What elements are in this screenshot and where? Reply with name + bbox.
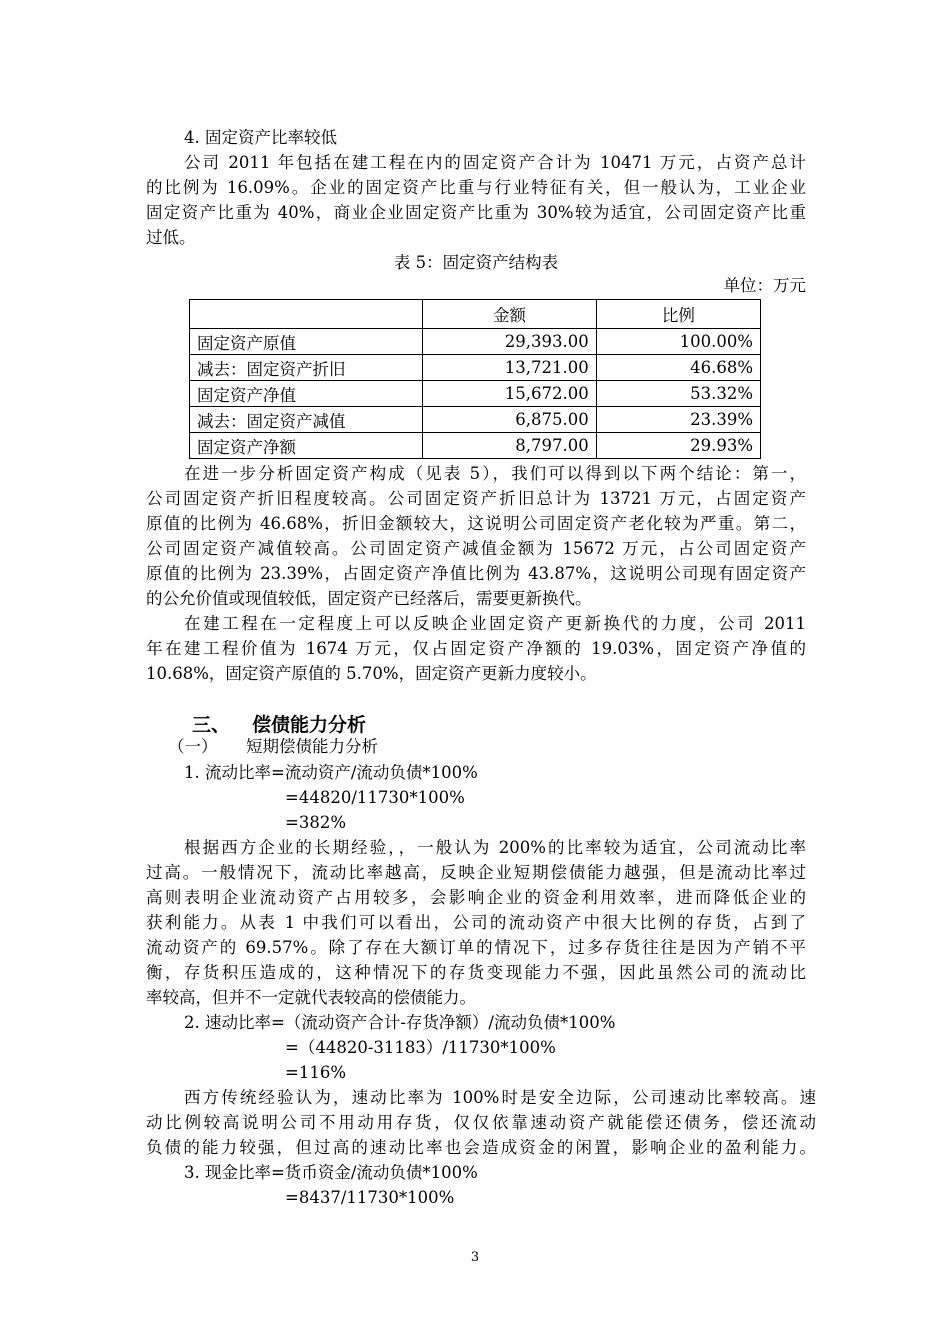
- table-cell-ratio: 29.93%: [596, 433, 760, 459]
- table-cell-ratio: 46.68%: [596, 355, 760, 381]
- section-heading: 4. 固定资产比率较低: [184, 128, 337, 147]
- table-header-cell: 金额: [423, 300, 596, 329]
- table-header-cell: 比例: [596, 300, 760, 329]
- formula-calc: =8437/11730*100%: [285, 1188, 455, 1207]
- paragraph-line: 公司固定资产减值较高。公司固定资产减值金额为 15672 万元，占公司固定资产: [146, 539, 806, 558]
- paragraph-line: 过高。一般情况下，流动比率越高，反映企业短期偿债能力越强，但是流动比率过: [146, 863, 806, 882]
- page-number: 3: [470, 1250, 480, 1265]
- table-row: [190, 381, 761, 407]
- paragraph-line: 公司固定资产折旧程度较高。公司固定资产折旧总计为 13721 万元，占固定资产: [146, 489, 806, 508]
- paragraph-line: 的比例为 16.09%。企业的固定资产比重与行业特征有关，但一般认为，工业企业: [146, 178, 806, 197]
- table-caption: 表 5：固定资产结构表: [393, 253, 559, 272]
- paragraph-line: 在建工程在一定程度上可以反映企业固定资产更新换代的力度，公司 2011: [184, 614, 806, 633]
- paragraph-line: 公司 2011 年包括在建工程在内的固定资产合计为 10471 万元，占资产总计: [184, 153, 806, 172]
- table-cell-ratio: 53.32%: [596, 381, 760, 407]
- table-cell-label: 固定资产原值: [190, 329, 423, 355]
- paragraph-line: 过低。: [146, 228, 196, 247]
- table-cell-ratio: 23.39%: [596, 407, 760, 433]
- formula-line: 2. 速动比率=（流动资产合计-存货净额）/流动负债*100%: [184, 1013, 616, 1032]
- table-row: [190, 355, 761, 381]
- formula-calc: =（44820-31183）/11730*100%: [285, 1038, 556, 1057]
- table-row: [190, 433, 761, 459]
- table-cell-amount: 29,393.00: [423, 329, 596, 355]
- table-row: [190, 329, 761, 355]
- paragraph-line: 原值的比例为 46.68%，折旧金额较大，这说明公司固定资产老化较为严重。第二，: [146, 514, 806, 533]
- table-header-cell: [190, 300, 423, 329]
- paragraph-line: 率较高，但并不一定就代表较高的偿债能力。: [146, 988, 476, 1007]
- formula-line: 1. 流动比率=流动资产/流动负债*100%: [184, 763, 478, 782]
- paragraph-line: 衡，存货积压造成的，这种情况下的存货变现能力不强，因此虽然公司的流动比: [146, 963, 806, 982]
- paragraph-line: 在进一步分析固定资产构成（见表 5），我们可以得到以下两个结论：第一，: [184, 464, 806, 483]
- table-cell-amount: 6,875.00: [423, 407, 596, 433]
- paragraph-line: 根据西方企业的长期经验，，一般认为 200%的比率较为适宜，公司流动比率: [184, 838, 806, 857]
- table-cell-amount: 13,721.00: [423, 355, 596, 381]
- paragraph-line: 10.68%，固定资产原值的 5.70%，固定资产更新力度较小。: [146, 664, 597, 683]
- section-number: 三、: [192, 714, 231, 736]
- paragraph-line: 负债的能力较强，但过高的速动比率也会造成资金的闲置，影响企业的盈利能力。: [146, 1138, 816, 1157]
- paragraph-line: 的公允价值或现值较低，固定资产已经落后，需要更新换代。: [146, 589, 592, 608]
- formula-result: =116%: [285, 1063, 346, 1082]
- table-cell-amount: 8,797.00: [423, 433, 596, 459]
- paragraph-line: 获利能力。从表 1 中我们可以看出，公司的流动资产中很大比例的存货，占到了: [146, 913, 806, 932]
- table-cell-ratio: 100.00%: [596, 329, 760, 355]
- formula-calc: =44820/11730*100%: [285, 788, 465, 807]
- paragraph-line: 动比例较高说明公司不用动用存货，仅仅依靠速动资产就能偿还债务，偿还流动: [146, 1113, 816, 1132]
- paragraph-line: 流动资产的 69.57%。除了存在大额订单的情况下，过多存货往往是因为产销不平: [146, 938, 806, 957]
- section-heading: [192, 710, 366, 737]
- table-cell-label: 减去：固定资产减值: [190, 407, 423, 433]
- paragraph-line: 高则表明企业流动资产占用较多，会影响企业的资金利用效率，进而降低企业的: [146, 888, 806, 907]
- paragraph-line: 原值的比例为 23.39%，占固定资产净值比例为 43.87%，这说明公司现有固定资产: [146, 564, 806, 583]
- table-cell-label: 减去：固定资产折旧: [190, 355, 423, 381]
- table-cell-label: 固定资产净值: [190, 381, 423, 407]
- subsection-title: 短期偿债能力分析: [246, 737, 378, 756]
- formula-result: =382%: [285, 813, 346, 832]
- table-unit: 单位：万元: [723, 276, 806, 295]
- fixed-asset-table: [189, 299, 761, 459]
- table-cell-amount: 15,672.00: [423, 381, 596, 407]
- paragraph-line: 固定资产比重为 40%，商业企业固定资产比重为 30%较为适宜，公司固定资产比重: [146, 203, 806, 222]
- section-title: 偿债能力分析: [252, 714, 367, 736]
- subsection-number: （一）: [168, 737, 218, 756]
- table-cell-label: 固定资产净额: [190, 433, 423, 459]
- formula-line: 3. 现金比率=货币资金/流动负债*100%: [184, 1163, 478, 1182]
- paragraph-line: 西方传统经验认为，速动比率为 100%时是安全边际，公司速动比率较高。速: [184, 1088, 816, 1107]
- paragraph-line: 年在建工程价值为 1674 万元，仅占固定资产净额的 19.03%，固定资产净值的: [146, 639, 806, 658]
- table-row: [190, 407, 761, 433]
- table-header-row: [190, 300, 761, 329]
